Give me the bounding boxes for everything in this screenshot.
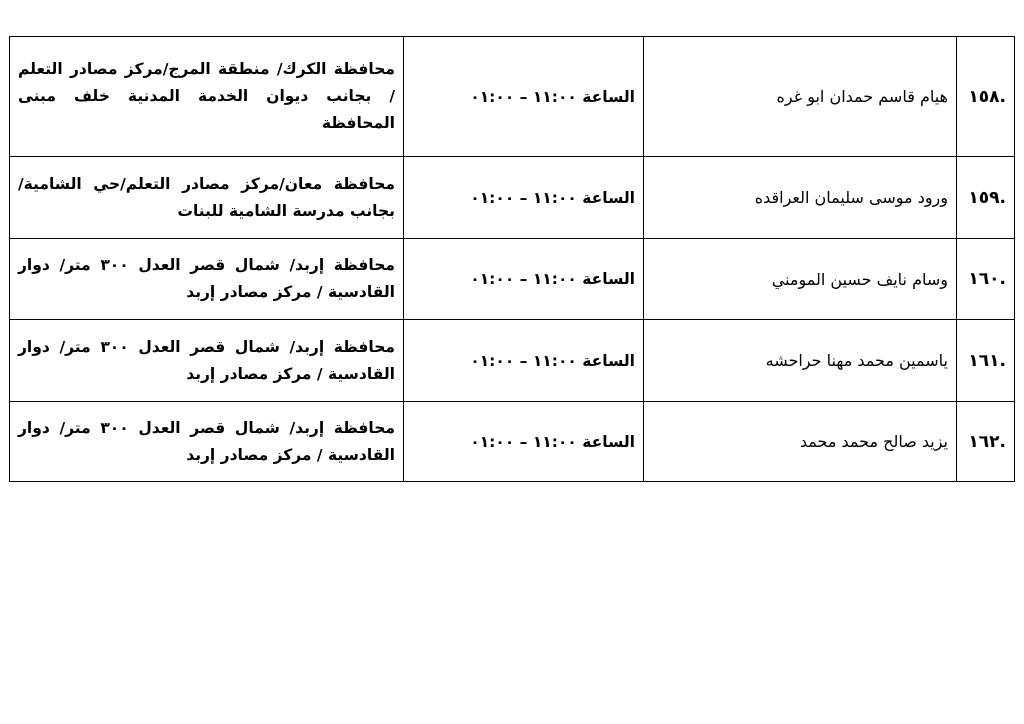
table-row — [10, 239, 1015, 320]
row-number: .١٥٨ — [957, 37, 1015, 157]
time-slot: الساعة ١١:٠٠ – ٠١:٠٠ — [404, 239, 644, 320]
person-name: ياسمين محمد مهنا حراحشه — [644, 320, 957, 402]
time-slot: الساعة ١١:٠٠ – ٠١:٠٠ — [404, 320, 644, 402]
person-name: ورود موسى سليمان العراقده — [644, 157, 957, 239]
row-number: .١٦٢ — [957, 402, 1015, 482]
time-slot: الساعة ١١:٠٠ – ٠١:٠٠ — [404, 402, 644, 482]
location-address: محافظة معان/مركز مصادر التعلم/حي الشامية/ بجانب مدرسة الشامية للبنات — [10, 157, 404, 239]
location-address: محافظة إربد/ شمال قصر العدل ٣٠٠ متر/ دوار القادسية / مركز مصادر إربد — [10, 239, 404, 320]
person-name: وسام نايف حسين المومني — [644, 239, 957, 320]
table-row — [10, 320, 1015, 402]
table-row — [10, 37, 1015, 157]
person-name: هيام قاسم حمدان ابو غره — [644, 37, 957, 157]
location-address: محافظة الكرك/ منطقة المرج/مركز مصادر التعلم / بجانب ديوان الخدمة المدنية خلف مبنى المحافظة — [10, 37, 404, 157]
schedule-table — [9, 36, 1015, 482]
time-slot: الساعة ١١:٠٠ – ٠١:٠٠ — [404, 37, 644, 157]
table-row — [10, 157, 1015, 239]
person-name: يزيد صالح محمد محمد — [644, 402, 957, 482]
row-number: .١٦١ — [957, 320, 1015, 402]
table-row — [10, 402, 1015, 482]
location-address: محافظة إربد/ شمال قصر العدل ٣٠٠ متر/ دوار القادسية / مركز مصادر إربد — [10, 320, 404, 402]
row-number: .١٥٩ — [957, 157, 1015, 239]
row-number: .١٦٠ — [957, 239, 1015, 320]
time-slot: الساعة ١١:٠٠ – ٠١:٠٠ — [404, 157, 644, 239]
document-page — [9, 36, 1014, 482]
location-address: محافظة إربد/ شمال قصر العدل ٣٠٠ متر/ دوار القادسية / مركز مصادر إربد — [10, 402, 404, 482]
